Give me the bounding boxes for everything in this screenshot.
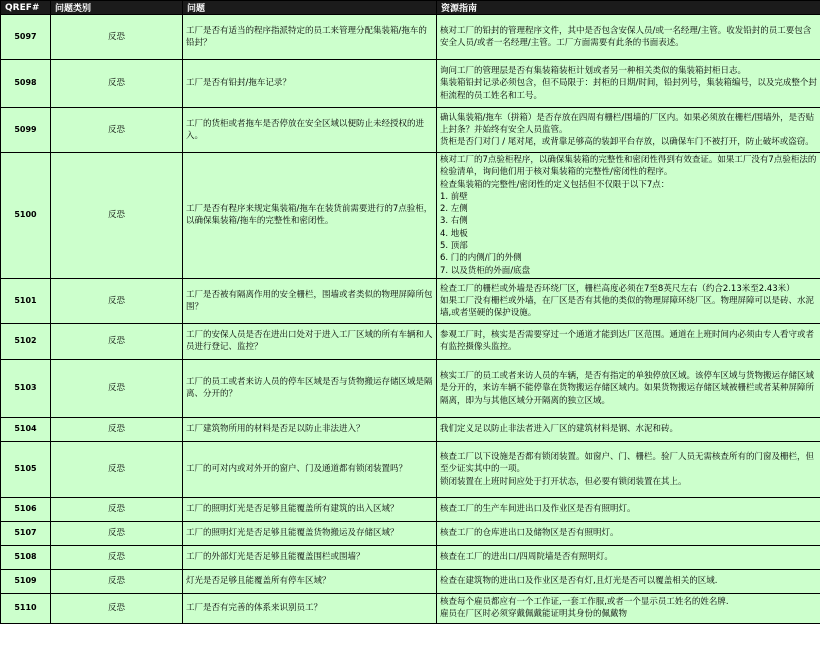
- table-row[interactable]: [1, 60, 820, 108]
- table-row[interactable]: [1, 521, 820, 545]
- guidance-cell[interactable]: [437, 497, 820, 521]
- guidance-line: 参观工厂时，核实是否需要穿过一个通道才能到达厂区范围。通道在上班时间内必须由专人看守或者有监控摄像头监控。: [440, 330, 815, 353]
- guidance-cell[interactable]: [437, 323, 820, 359]
- question-cell[interactable]: 灯光是否足够且能覆盖所有停车区域？: [183, 569, 437, 593]
- table-row[interactable]: [1, 417, 820, 441]
- guidance-line: 2. 左侧: [440, 204, 468, 215]
- guidance-cell[interactable]: [437, 593, 820, 623]
- category-cell[interactable]: 反恐: [51, 359, 183, 417]
- qref-cell[interactable]: 5100: [1, 153, 51, 279]
- category-cell[interactable]: 反恐: [51, 417, 183, 441]
- guidance-cell[interactable]: [437, 569, 820, 593]
- question-cell[interactable]: 工厂建筑物所用的材料是否足以防止非法进入？: [183, 417, 437, 441]
- table-row[interactable]: [1, 153, 820, 279]
- header-row: [1, 1, 820, 15]
- question-cell[interactable]: 工厂是否有适当的程序指派特定的员工来管理分配集装箱/拖车的铅封？: [183, 15, 437, 60]
- qref-cell[interactable]: 5107: [1, 521, 51, 545]
- guidance-line: 核查工厂以下设施是否都有锁闭装置。如窗户、门、栅栏。验厂人员无需核查所有的门窗及栅栏，但至少证实其中的一项。: [440, 452, 815, 475]
- qref-cell[interactable]: 5099: [1, 108, 51, 153]
- guidance-line: 货柜是否门对门 / 尾对尾，或背靠足够高的装卸平台存放，以确保车门不被打开，防止破坏或盗窃。: [440, 137, 814, 148]
- guidance-line: 核实工厂的员工或者来访人员的车辆，是否有指定的单独停放区域。该停车区域与货物搬运存储区域是分开的，来访车辆不能停靠在货物搬运存储区域内。如果货物搬运存储区域被栅栏或者某种屏障所隔离，即为与其他区域分开隔离的独立区域。: [440, 371, 815, 406]
- table-row[interactable]: [1, 545, 820, 569]
- table-row[interactable]: [1, 441, 820, 497]
- question-cell[interactable]: 工厂是否有程序来规定集装箱/拖车在装货前需要进行的7点验柜，以确保集装箱/拖车的完整性和密闭性。: [183, 153, 437, 279]
- guidance-line: 核查每个雇员都应有一个工作证,一套工作服,或者一个显示员工姓名的姓名牌.: [440, 597, 729, 608]
- table-row[interactable]: [1, 593, 820, 623]
- guidance-cell[interactable]: [437, 521, 820, 545]
- guidance-line: 雇员在厂区时必须穿戴佩戴能证明其身份的佩戴物: [440, 609, 628, 620]
- guidance-cell[interactable]: [437, 153, 820, 279]
- guidance-line: 4. 地板: [440, 228, 468, 239]
- table-row[interactable]: [1, 278, 820, 323]
- qref-cell[interactable]: 5110: [1, 593, 51, 623]
- table-row[interactable]: [1, 359, 820, 417]
- guidance-cell[interactable]: [437, 359, 820, 417]
- category-cell[interactable]: 反恐: [51, 15, 183, 60]
- guidance-cell[interactable]: [437, 545, 820, 569]
- guidance-line: 3. 右侧: [440, 216, 468, 227]
- guidance-line: 确认集装箱/拖车（拼箱）是否存放在四周有栅栏/围墙的厂区内。如果必须放在栅栏/围墙外，是否贴上封条？并始终有安全人员监管。: [440, 112, 815, 135]
- qref-cell[interactable]: 5108: [1, 545, 51, 569]
- category-cell[interactable]: 反恐: [51, 521, 183, 545]
- guidance-cell[interactable]: [437, 278, 820, 323]
- header-guidance[interactable]: 资源指南: [437, 1, 820, 15]
- guidance-line: 我们定义足以防止非法者进入厂区的建筑材料是钢、水泥和砖。: [440, 424, 679, 435]
- guidance-line: 检查工厂的栅栏或外墙是否环绕厂区，栅栏高度必须在7至8英尺左右（约合2.13米至2.43米）: [440, 283, 795, 294]
- question-cell[interactable]: 工厂的货柜或者拖车是否停放在安全区域以便防止未经授权的进入。: [183, 108, 437, 153]
- qref-cell[interactable]: 5105: [1, 441, 51, 497]
- guidance-line: 核查工厂的仓库进出口及储物区是否有照明灯。: [440, 528, 619, 539]
- qref-cell[interactable]: 5102: [1, 323, 51, 359]
- category-cell[interactable]: 反恐: [51, 497, 183, 521]
- header-category[interactable]: 问题类别: [51, 1, 183, 15]
- guidance-line: 1. 前壁: [440, 191, 468, 202]
- guidance-line: 核对工厂的7点验柜程序，以确保集装箱的完整性和密闭性得到有效查证。如果工厂没有7点验柜法的检验清单，询问他们用于核对集装箱的完整性/密闭性的程序。: [440, 155, 817, 178]
- question-cell[interactable]: 工厂是否有完善的体系来识别员工？: [183, 593, 437, 623]
- guidance-line: 锁闭装置在上班时间应处于打开状态，但必要有锁闭装置在其上。: [440, 476, 687, 487]
- table-row[interactable]: [1, 569, 820, 593]
- header-question[interactable]: 问题: [183, 1, 437, 15]
- question-cell[interactable]: 工厂的照明灯光是否足够且能覆盖货物搬运及存储区域？: [183, 521, 437, 545]
- guidance-line: 5. 顶部: [440, 241, 468, 252]
- question-cell[interactable]: 工厂是否被有隔离作用的安全栅栏，围墙或者类似的物理屏障所包围？: [183, 278, 437, 323]
- table-row[interactable]: [1, 108, 820, 153]
- guidance-line: 如果工厂没有栅栏或外墙，在厂区是否有其他的类似的物理屏障环绕厂区。物理屏障可以是砖、水泥墙,或者坚硬的保护设施。: [440, 295, 815, 319]
- question-cell[interactable]: 工厂是否有铅封/拖车记录？: [183, 60, 437, 108]
- category-cell[interactable]: 反恐: [51, 545, 183, 569]
- guidance-line: 集装箱铅封记录必须包含，但不局限于：封柜的日期/时间，铅封列号，集装箱编号，以及完成整个封柜流程的员工姓名和工号。: [440, 78, 817, 101]
- guidance-line: 核对工厂的铅封的管理程序文件，其中是否包含安保人员/或一名经理/主管。收发铅封的员工要包含安全人员/或者一名经理/主管。工厂方面需要有此条的书面表述。: [440, 25, 812, 48]
- table-row[interactable]: [1, 323, 820, 359]
- question-cell[interactable]: 工厂的照明灯光是否足够且能覆盖所有建筑的出入区域？: [183, 497, 437, 521]
- category-cell[interactable]: 反恐: [51, 593, 183, 623]
- guidance-line: 检查集装箱的完整性/密闭性的定义包括但不仅限于以下7点：: [440, 179, 670, 190]
- guidance-line: 核查工厂的生产车间进出口及作业区是否有照明灯。: [440, 504, 636, 515]
- guidance-line: 7. 以及货柜的外面/底盘: [440, 265, 531, 276]
- guidance-line: 核查在工厂的进出口/四周院墙是否有照明灯。: [440, 552, 613, 563]
- table-row[interactable]: [1, 15, 820, 60]
- guidance-line: 检查在建筑物的进出口及作业区是否有灯,且灯光是否可以覆盖相关的区域.: [440, 576, 718, 587]
- qref-cell[interactable]: 5104: [1, 417, 51, 441]
- guidance-cell[interactable]: [437, 441, 820, 497]
- table-row[interactable]: [1, 497, 820, 521]
- question-cell[interactable]: 工厂的外部灯光是否足够且能覆盖围栏或围墙？: [183, 545, 437, 569]
- category-cell[interactable]: 反恐: [51, 569, 183, 593]
- guidance-cell[interactable]: [437, 417, 820, 441]
- qref-cell[interactable]: 5101: [1, 278, 51, 323]
- category-cell[interactable]: 反恐: [51, 108, 183, 153]
- qref-cell[interactable]: 5097: [1, 15, 51, 60]
- guidance-cell[interactable]: [437, 60, 820, 108]
- category-cell[interactable]: 反恐: [51, 278, 183, 323]
- category-cell[interactable]: 反恐: [51, 153, 183, 279]
- guidance-line: 询问工厂的管理层是否有集装箱装柜计划或者另一种相关类似的集装箱封柜日志。: [440, 66, 747, 77]
- qref-cell[interactable]: 5098: [1, 60, 51, 108]
- category-cell[interactable]: 反恐: [51, 323, 183, 359]
- header-qref[interactable]: QREF#: [1, 1, 51, 15]
- category-cell[interactable]: 反恐: [51, 441, 183, 497]
- question-cell[interactable]: 工厂的安保人员是否在进出口处对于进入工厂区域的所有车辆和人员进行登记、监控？: [183, 323, 437, 359]
- question-cell[interactable]: 工厂的员工或者来访人员的停车区域是否与货物搬运存储区域是隔离、分开的？: [183, 359, 437, 417]
- qref-cell[interactable]: 5106: [1, 497, 51, 521]
- table-body: [1, 15, 820, 624]
- qref-cell[interactable]: 5109: [1, 569, 51, 593]
- guidance-cell[interactable]: [437, 15, 820, 60]
- guidance-cell[interactable]: [437, 108, 820, 153]
- qref-cell[interactable]: 5103: [1, 359, 51, 417]
- guidance-line: 6. 门的内侧/门的外侧: [440, 253, 522, 264]
- category-cell[interactable]: 反恐: [51, 60, 183, 108]
- question-cell[interactable]: 工厂的可对内或对外开的窗户、门及通道都有锁闭装置吗？: [183, 441, 437, 497]
